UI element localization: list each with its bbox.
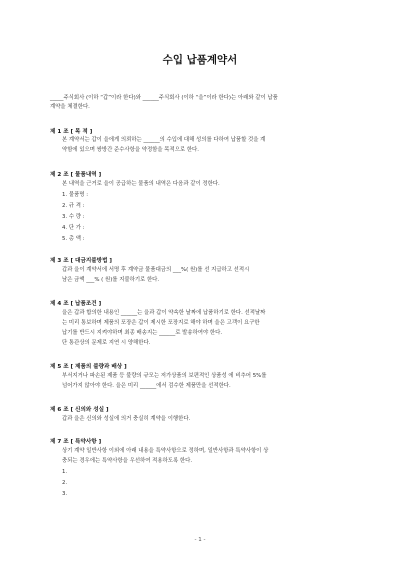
article-7-heading: 제 7 조 [ 특약사항 ] <box>50 439 102 445</box>
article-6-line: 갑과 을은 신의와 성실에 의거 충실히 계약을 이행한다. <box>62 416 191 422</box>
article-2-heading: 제 2 조 [ 물품내역 ] <box>50 172 102 178</box>
article-7-item: 2. <box>62 480 68 486</box>
article-3-heading: 제 3 조 [ 대금지불방법 ] <box>50 258 112 264</box>
article-4-line: 을은 갑과 합의한 내용인 ______는 을과 갑이 약속한 날짜에 납품하기로 한다. 선적날짜 <box>62 310 266 316</box>
article-4-line: 단 통관상의 문제로 지연 시 양해한다. <box>62 340 151 346</box>
article-6-heading: 제 6 조 [ 신의와 성실 ] <box>50 407 109 413</box>
article-2-item: 2. 규 격 : <box>62 203 85 209</box>
article-1-line: 약함에 있으며 쌍방간 준수사항을 약정함을 목적으로 한다. <box>62 147 199 153</box>
article-7-item: 3. <box>62 491 68 497</box>
article-4-heading: 제 4 조 [ 납품조건 ] <box>50 301 102 307</box>
article-4-line: 납기를 반드시 지켜야하며 최종 배송지는 ______로 발송하여야 한다. <box>62 330 223 336</box>
article-2-item: 4. 단 가 : <box>62 225 85 231</box>
page-number: - 1 - <box>194 537 206 543</box>
article-2-item: 3. 수 량 : <box>62 214 85 220</box>
article-7-line: 충되는 경우에는 특약사항을 우선하여 적용하도록 한다. <box>62 458 193 464</box>
article-5-line: 넘어가지 않아야 한다. 을은 미리 ______에서 검수한 제품만을 선적한다. <box>62 383 231 389</box>
article-7-item: 1. <box>62 469 68 475</box>
intro-line-2: 계약을 체결한다. <box>50 104 90 110</box>
intro-line-1: _____주식회사 (이하 “갑”이라 한다)와 ______주식회사 (이하 “을”이라 한다)는 아래와 같이 납품 <box>50 95 278 101</box>
article-1-line: 본 계약서는 갑이 을에게 의뢰하는 ______의 수입에 대해 성의를 다하여 납품할 것을 계 <box>62 137 266 143</box>
article-7-line: 상기 계약 일반사항 이외에 아래 내용을 특약사항으로 정하며, 일반사항과 특약사항이 상 <box>62 448 269 454</box>
article-3-line: 갑과 을이 계약서에 서명 후 계약금 물품대금의 ___%( 원)를 선 지급하고 선적시 <box>62 267 250 273</box>
article-1-heading: 제 1 조 [ 목 적 ] <box>50 129 93 135</box>
article-3-line: 남은 금액 ___% ( 원)를 지불하기로 한다. <box>62 277 160 283</box>
article-5-line: 부서지거나 파손된 제품 등 불량의 규모는 저가상품의 보편적인 상품성 에 비추어 5%를 <box>62 373 267 379</box>
document-title: 수입 납품계약서 <box>162 54 238 66</box>
article-2-item: 5. 총 액 : <box>62 236 85 242</box>
article-2-line: 본 내역을 근거로 을이 공급하는 물품의 내역은 다음과 같이 정한다. <box>62 181 220 187</box>
article-2-item: 1. 물품명 : <box>62 192 89 198</box>
article-4-line: 는 미리 통보하며 제품의 포장은 갑이 제시한 포장지로 해야 하며 을은 고객이 요구한 <box>62 320 260 326</box>
article-5-heading: 제 5 조 [ 제품의 불량과 배상 ] <box>50 364 127 370</box>
